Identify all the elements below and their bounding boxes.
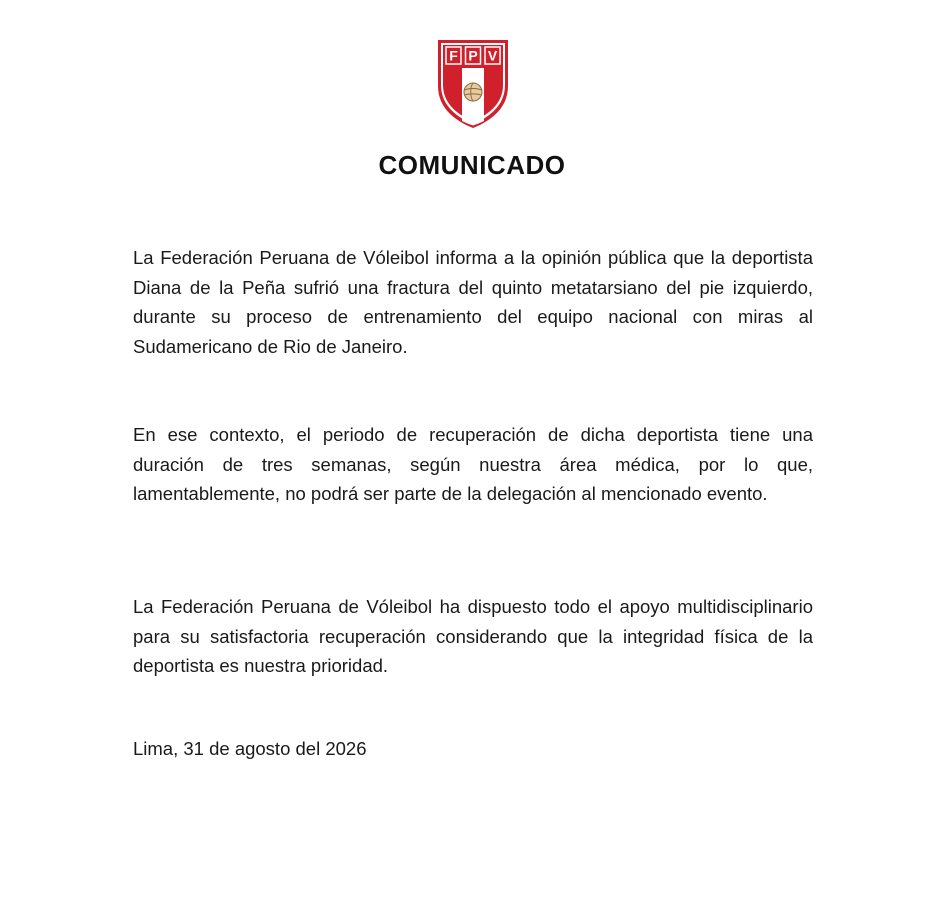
logo-letter-p: P [468,47,478,64]
logo-letter-v: V [487,47,498,64]
fpv-logo [436,38,510,130]
paragraph-injury: La Federación Peruana de Vóleibol informa a la opinión pública que la deportista Diana de la Peña sufrió una fractura del quinto metatarsiano del pie izquierdo, durante su proceso de entrenamiento del equipo nacional con miras al Sudamericano de Rio de Janeiro. [133,247,813,357]
paragraph-recovery: En ese contexto, el periodo de recuperación de dicha deportista tiene una duración de tres semanas, según nuestra área médica, por lo que, lamentablemente, no podrá ser parte de la delegación al mencionado evento. [133,424,813,504]
closing-date-line: Lima, 31 de agosto del 2026 [133,738,367,759]
paragraph-support: La Federación Peruana de Vóleibol ha dispuesto todo el apoyo multidisciplinario para su satisfactoria recuperación considerando que la integridad física de la deportista es nuestra prioridad. [133,596,813,676]
logo-letter-f: F [449,47,458,64]
document-title: COMUNICADO [378,150,566,180]
fpv-shield-icon [436,38,510,130]
